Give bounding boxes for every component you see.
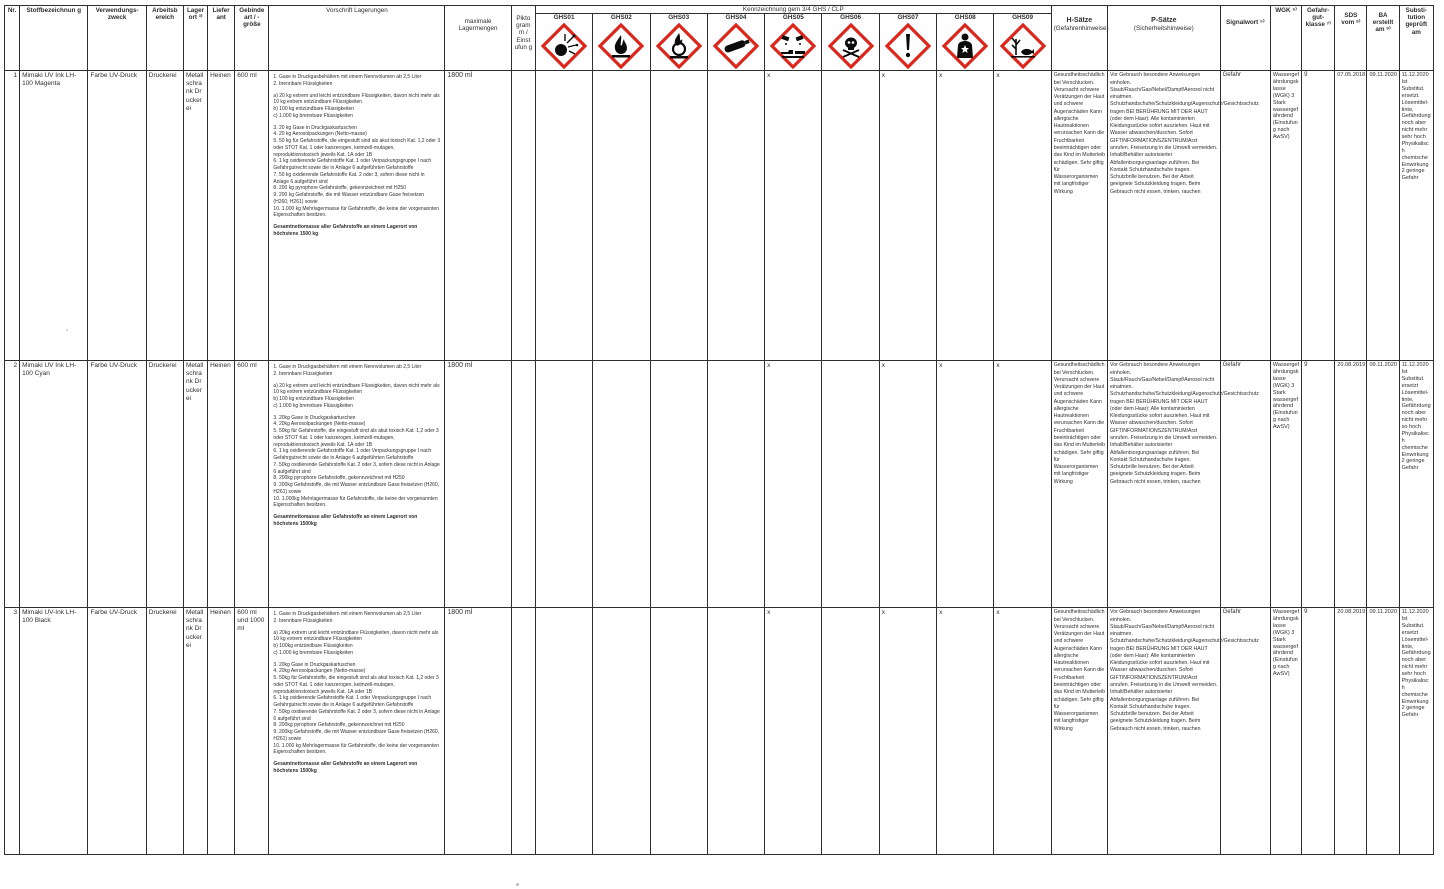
cell-lagerort: Metallschrank Druckerei bbox=[183, 361, 207, 608]
cell-max-lager: 1800 ml bbox=[445, 361, 511, 608]
cell-ghs01 bbox=[535, 71, 592, 361]
vorschrift-line: 6. 1 kg oxidierende Gefahrstoffe Kat. 1 oder Verpackungsgruppe I nach Gefahrgutrecht sowie die in Anlage 6 aufgeführten Gefahrstoffe bbox=[273, 448, 432, 462]
cell-vorschrift bbox=[269, 71, 445, 361]
cell-lieferant: Heinen bbox=[208, 608, 235, 855]
h-saetze-sub: (Gefahrenhinweise) bbox=[1053, 25, 1109, 33]
cell-substitution: 11.12.2020 Ist Substitut. ersetzt Lösemittel-tinte, Gefährdung noch aber nicht mehr so hoch Physikalisch chemische Einwirkung 2 geringe Gefahr bbox=[1399, 361, 1433, 608]
vorschrift-line: 5. 50kg für Gefahrstoffe, die eingestuft sind als akut toxisch Kat. 1,2 oder 3 oder STOT Kat. 1 oder kanzerogen, keimzell-mutagen, reproduktionstoxisch jeweils Kat. 1A oder 1B bbox=[273, 675, 439, 695]
table-row bbox=[5, 608, 1434, 855]
vorschrift-line: Gesamtnettomasse aller Gefahrstoffe an einem Lagerort von höchstens 1500kg bbox=[273, 514, 418, 527]
cell-h-saetze: Gesundheitsschädlich bei Verschlucken. Verursacht schwere Verätzungen der Haut und schwere Augenschäden Kann allergische Hautreaktionen verursachen Kann die Fruchtbarkeit beeinträchtigen oder das Kind im Mutterleib schädigen. Sehr giftig für Wasserorganismen mit langfristiger Wirkung bbox=[1051, 71, 1107, 361]
col-vorschrift: Vorschrift Lagerungen bbox=[269, 6, 445, 71]
vorschrift-line: 10. 1.000 kg Mehrlagermasse für Gefahrstoffe, die keine der vorgenannten Eigenschaften besitzen. bbox=[273, 742, 439, 756]
cell-stoff: Mimaki UV-Ink LH-100 Black bbox=[20, 608, 88, 855]
vorschrift-line: c) 1.000 kg brennbare Flüssigkeiten bbox=[273, 402, 353, 409]
vorschrift-line: 8. 200kg pyrophore Gefahrstoffe, gekennzeichnet mit H250 bbox=[273, 475, 405, 482]
cell-gefahrgut: 9 bbox=[1302, 608, 1335, 855]
cell-substitution: 11.12.2020 Ist Substitut. ersetzt. Lösemittel-tinte, Gefährdung noch aber nicht mehr sehr hoch Physikalisch chemische Einwirkung 2 geringe Gefahr bbox=[1399, 71, 1433, 361]
vorschrift-line: 9. 200kg Gefahrstoffe, die mit Wasser entzündbare Gase freisetzen (H260, H261) sowie bbox=[273, 729, 440, 742]
scan-speck bbox=[66, 329, 68, 331]
cell-ghs05: x bbox=[765, 608, 822, 855]
ghs05-header bbox=[765, 14, 822, 71]
col-lagerort: Lager ort ³⁾ bbox=[183, 6, 207, 71]
vorschrift-line: 2. brennbare Flüssigkeiten bbox=[273, 80, 333, 87]
col-zweck: Verwendungs-zweck bbox=[88, 6, 146, 71]
vorschrift-line: 1. Gase in Druckgasbehältern mit einem Nennvolumen ab 2,5 Liter bbox=[273, 611, 422, 618]
cell-ghs05: x bbox=[765, 71, 822, 361]
col-bereich: Arbeitsb ereich bbox=[146, 6, 183, 71]
cell-ghs03 bbox=[650, 608, 707, 855]
cell-gefahrgut: 9 bbox=[1302, 361, 1335, 608]
cell-zweck: Farbe UV-Druck bbox=[88, 608, 146, 855]
header-row-top bbox=[5, 6, 1434, 14]
col-substitution: Substi-tution geprüft am bbox=[1399, 6, 1433, 71]
register-table bbox=[4, 5, 1434, 855]
environment-hazard-icon bbox=[1000, 23, 1046, 69]
cell-sds: 20.08.2019 bbox=[1335, 361, 1367, 608]
ghs06-header bbox=[822, 14, 879, 71]
vorschrift-line: c) 1.000 kg brennbare Flüssigkeiten bbox=[273, 649, 353, 656]
cell-nr: 1 bbox=[5, 71, 20, 361]
cell-lagerort: Metallschrank Druckerei bbox=[183, 71, 207, 361]
vorschrift-line: b) 100 kg entzündbare Flüssigkeiten bbox=[273, 396, 355, 403]
cell-signalwort: Gefahr bbox=[1220, 71, 1270, 361]
cell-ghs07: x bbox=[879, 71, 936, 361]
col-stoff: Stoffbezeichnun g bbox=[20, 6, 88, 71]
ghs03-header bbox=[650, 14, 707, 71]
vorschrift-line: 1. Gase in Druckgasbehältern mit einem Nennvolumen ab 2,5 Liter bbox=[273, 364, 422, 371]
oxidizing-flame-icon bbox=[656, 23, 702, 69]
vorschrift-line: 5. 50kg für Gefahrstoffe, die eingestuft sind als akut toxisch Kat. 1,2 oder 3 oder STOT Kat. 1 oder kanzerogen, keimzell-mutagen, reproduktionstoxisch jeweils Kat. 1A oder 1B bbox=[273, 428, 439, 448]
vorschrift-line: 1. Gase in Druckgasbehältern mit einem Nennvolumen ab 2,5 Liter bbox=[273, 74, 422, 81]
vorschrift-line: c) 1.000 kg brennbare Flüssigkeiten bbox=[273, 112, 353, 119]
ghs08-header bbox=[937, 14, 994, 71]
cell-ghs01 bbox=[535, 361, 592, 608]
cell-ghs09: x bbox=[994, 71, 1051, 361]
cell-ghs09: x bbox=[994, 361, 1051, 608]
cell-gebinde: 600 ml bbox=[235, 71, 269, 361]
vorschrift-line: 9. 200 kg Gefahrstoffe, die mit Wasser entzündbare Gase freisetzen (H260, H261) sowie bbox=[273, 192, 425, 205]
cell-ghs02 bbox=[593, 71, 650, 361]
vorschrift-line: 3. 20kg Gase in Druckgaskartuschen bbox=[273, 661, 356, 668]
ghs02-header bbox=[593, 14, 650, 71]
cell-ghs07: x bbox=[879, 361, 936, 608]
col-pikto: Pikto gram m / Einst ufun g bbox=[511, 6, 535, 71]
cell-wgk: Wassergefährdungsklasse (WGK) 3 Stark wassergefährdend (Einstufung nach AwSV) bbox=[1270, 71, 1301, 361]
cell-ghs09: x bbox=[994, 608, 1051, 855]
flame-icon bbox=[598, 23, 644, 69]
table-row bbox=[5, 71, 1434, 361]
vorschrift-line: 4. 20kg Aerosolpackungen (Netto-masse) bbox=[273, 421, 366, 428]
vorschrift-line: 6. 1 kg oxidierende Gefahrstoffe Kat. 1 oder Verpackungsgruppe I nach Gefahrgutrecht sowie die in Anlage 6 aufgeführten Gefahrstoffe bbox=[273, 158, 432, 172]
ghs06-label: GHS06 bbox=[840, 14, 862, 22]
cell-ghs08: x bbox=[937, 361, 994, 608]
cell-ghs06 bbox=[822, 608, 879, 855]
cell-sds: 20.08.2019 bbox=[1335, 608, 1367, 855]
cell-max-lager: 1800 ml bbox=[445, 71, 511, 361]
cell-zweck: Farbe UV-Druck bbox=[88, 71, 146, 361]
ghs07-header bbox=[879, 14, 936, 71]
vorschrift-line: 9. 200kg Gefahrstoffe, die mit Wasser entzündbare Gase freisetzen (H260, H261) sowie bbox=[273, 482, 440, 495]
vorschrift-line: 3. 20 kg Gase in Druckgaskartuschen bbox=[273, 124, 357, 131]
vorschrift-line: 3. 20kg Gase in Druckgaskartuschen bbox=[273, 414, 356, 421]
cell-zweck: Farbe UV-Druck bbox=[88, 361, 146, 608]
vorschrift-line: a) 20 kg extrem und leicht entzündbare Flüssigkeiten, davon nicht mehr als 10 kg extrem entzündbare Flüssigkeiten bbox=[273, 92, 440, 106]
cell-substitution: 11.12.2020 Ist Substitut. ersetzt Lösemittel-tinte, Gefährdung noch aber nicht mehr sehr hoch Physikalisch chemische Einwirkung 2 geringe Gefahr bbox=[1399, 608, 1433, 855]
ghs08-label: GHS08 bbox=[954, 14, 976, 22]
vorschrift-line: 8. 200 kg pyrophore Gefahrstoffe, gekennzeichnet mit H250 bbox=[273, 185, 406, 192]
vorschrift-line: 7. 50kg oxidierende Gefahrstoffe Kat. 2 oder 3, sofern diese nicht in Anlage 6 aufgeführt sind bbox=[273, 461, 440, 475]
col-gefahrgut: Gefahr-gut-klasse ⁷⁾ bbox=[1302, 6, 1335, 71]
cell-ba: 09.11.2020 bbox=[1367, 608, 1399, 855]
cell-signalwort: Gefahr bbox=[1220, 361, 1270, 608]
col-nr: Nr. bbox=[5, 6, 20, 71]
col-kennzeichnung: Kennzeichnung gem 3/4 GHS / CLP bbox=[535, 6, 1051, 14]
cell-p-saetze: Vor Gebrauch besondere Anweisungen einholen. Staub/Rauch/Gas/Nebel/Dampf/Aerosol nicht einatmen. Schutzhandschuhe/Schutzkleidung/Augenschutz/Gesichtsschutz tragen BEI BERÜHRUNG MIT DER HAUT (oder dem Haar): Alle kontaminierten Kleidungsstücke sofort ausziehen. Haut mit Wasser abwaschen/duschen. Sofort GIFTINFORMATIONSZENTRUM/Arzt anrufen. Freisetzung in die Umwelt vermeiden. Inhalt/Behälter autorisierter Abfallentsorgungsanlage zuführen. Bei Kontakt Schutzhandschuhe tragen. Schutzbrille benutzen. Bei der Arbeit geeignete Schutzkleidung tragen. Beim Gebrauch nicht essen, trinken, rauchen bbox=[1108, 71, 1221, 361]
vorschrift-line: 7. 50 kg oxidierende Gefahrstoffe Kat. 2 oder 3, sofern diese nicht in Anlage 6 aufgeführt sind bbox=[273, 171, 425, 185]
vorschrift-line: a) 20kg extrem und leicht entzündbare Flüssigkeiten, davon nicht mehr als 10 kg extrem entzündbare Flüssigkeiten bbox=[273, 629, 439, 643]
ghs05-label: GHS05 bbox=[782, 14, 804, 22]
ghs07-label: GHS07 bbox=[897, 14, 919, 22]
ghs04-header bbox=[707, 14, 764, 71]
vorschrift-line: 2. brennbare Flüssigkeiten bbox=[273, 370, 333, 377]
cell-gefahrgut: 9 bbox=[1302, 71, 1335, 361]
vorschrift-line: 10. 1.000kg Mehrlagermasse für Gefahrstoffe, die keine der vorgenannten Eigenschaften besitzen. bbox=[273, 495, 438, 509]
vorschrift-line: 4. 20 kg Aerosolpackungen (Netto-masse) bbox=[273, 131, 367, 138]
ghs03-label: GHS03 bbox=[668, 14, 690, 22]
cell-gebinde: 600 ml und 1000 ml bbox=[235, 608, 269, 855]
col-lieferant: Liefer ant bbox=[208, 6, 235, 71]
cell-ghs03 bbox=[650, 361, 707, 608]
cell-ghs08: x bbox=[937, 71, 994, 361]
cell-lieferant: Heinen bbox=[208, 71, 235, 361]
col-max-lager: maximale Lagermengen bbox=[445, 6, 511, 71]
ghs04-label: GHS04 bbox=[725, 14, 747, 22]
cell-ghs02 bbox=[593, 361, 650, 608]
vorschrift-line: 8. 200kg pyrophore Gefahrstoffe, gekennzeichnet mit H250 bbox=[273, 722, 405, 729]
cell-ghs04 bbox=[707, 71, 764, 361]
cell-lagerort: Metallschrank Druckerei bbox=[183, 608, 207, 855]
cell-ghs06 bbox=[822, 361, 879, 608]
cell-ghs07: x bbox=[879, 608, 936, 855]
cell-gebinde: 600 ml bbox=[235, 361, 269, 608]
col-ba: BA erstellt am ⁹⁾ bbox=[1367, 6, 1399, 71]
exclamation-mark-icon bbox=[885, 23, 931, 69]
cell-lieferant: Heinen bbox=[208, 361, 235, 608]
cell-h-saetze: Gesundheitsschädlich bei Verschlucken. Verursacht schwere Verätzungen der Haut und schwere Augenschäden Kann allergische Hautreaktionen verursachen Kann die Fruchtbarkeit beeinträchtigen oder das Kind im Mutterleib schädigen. Sehr giftig für Wasserorganismen mit langfristiger Wirkung bbox=[1051, 361, 1107, 608]
h-saetze-label: H-Sätze bbox=[1066, 17, 1093, 24]
health-hazard-icon bbox=[942, 23, 988, 69]
cell-ghs02 bbox=[593, 608, 650, 855]
cell-stoff: Mimaki UV Ink LH-100 Magenta bbox=[20, 71, 88, 361]
cell-wgk: Wassergefährdungsklasse (WGK) 3 Stark wassergefährdend (Einstufung nach AwSV) bbox=[1270, 361, 1301, 608]
cell-ghs03 bbox=[650, 71, 707, 361]
table-row bbox=[5, 361, 1434, 608]
cell-vorschrift bbox=[269, 361, 445, 608]
cell-nr: 3 bbox=[5, 608, 20, 855]
skull-crossbones-icon bbox=[828, 23, 874, 69]
vorschrift-line: 6. 1 kg oxidierende Gefahrstoffe Kat. 1 oder Verpackungsgruppe I nach Gefahrgutrecht sowie die in Anlage 6 aufgeführten Gefahrstoffe bbox=[273, 695, 432, 709]
ghs02-label: GHS02 bbox=[610, 14, 632, 22]
col-gebinde: Gebinde art / -größe bbox=[235, 6, 269, 71]
vorschrift-line: 7. 50kg oxidierende Gefahrstoffe Kat. 2 oder 3, sofern diese nicht in Anlage 6 aufgeführt sind bbox=[273, 708, 440, 722]
cell-bereich: Druckerei bbox=[146, 71, 183, 361]
cell-nr: 2 bbox=[5, 361, 20, 608]
ghs01-header bbox=[535, 14, 592, 71]
p-saetze-label: P-Sätze bbox=[1151, 17, 1177, 24]
cell-pikto bbox=[511, 361, 535, 608]
col-h-saetze bbox=[1051, 6, 1107, 71]
cell-p-saetze: Vor Gebrauch besondere Anweisungen einholen. Staub/Rauch/Gas/Nebel/Dampf/Aerosol nicht einatmen. Schutzhandschuhe/Schutzkleidung/Augenschutz/Gesichtsschutz tragen BEI BERÜHRUNG MIT DER HAUT (oder dem Haar): Alle kontaminierten Kleidungsstücke sofort ausziehen. Haut mit Wasser abwaschen/duschen. Sofort GIFTINFORMATIONSZENTRUM/Arzt anrufen. Freisetzung in die Umwelt vermeiden. Inhalt/Behälter autorisierter Abfallentsorgungsanlage zuführen. Bei Kontakt Schutzhandschuhe tragen. Schutzbrille benutzen. Bei der Arbeit geeignete Schutzkleidung tragen. Beim Gebrauch nicht essen, trinken, rauchen bbox=[1108, 361, 1221, 608]
corrosion-icon bbox=[770, 23, 816, 69]
cell-ghs08: x bbox=[937, 608, 994, 855]
vorschrift-line: 4. 20kg Aerosolpackungen (Netto-masse) bbox=[273, 668, 366, 675]
vorschrift-line: b) 100kg entzündbare Flüssigkeiten bbox=[273, 643, 353, 650]
cell-sds: 07.05.2018 bbox=[1335, 71, 1367, 361]
cell-h-saetze: Gesundheitsschädlich bei Verschlucken. Verursacht schwere Verätzungen der Haut und schwere Augenschäden Kann allergische Hautreaktionen verursachen Kann die Fruchtbarkeit beeinträchtigen oder das Kind im Mutterleib schädigen. Sehr giftig für Wasserorganismen mit langfristiger Wirkung bbox=[1051, 608, 1107, 855]
cell-ghs06 bbox=[822, 71, 879, 361]
vorschrift-line: Gesamtnettomasse aller Gefahrstoffe an einem Lagerort von höchstens 1500kg bbox=[273, 761, 418, 774]
cell-bereich: Druckerei bbox=[146, 608, 183, 855]
cell-pikto bbox=[511, 71, 535, 361]
cell-ghs04 bbox=[707, 608, 764, 855]
scan-speck bbox=[516, 883, 519, 886]
cell-wgk: Wassergefährdungsklasse (WGK) 3 Stark wassergefährdend (Einstufung nach AwSV) bbox=[1270, 608, 1301, 855]
cell-max-lager: 1800 ml bbox=[445, 608, 511, 855]
gas-cylinder-icon bbox=[713, 23, 759, 69]
col-p-saetze bbox=[1108, 6, 1221, 71]
vorschrift-line: 2. brennbare Flüssigkeiten bbox=[273, 617, 333, 624]
col-signalwort: Signalwort ⁵⁾ bbox=[1220, 6, 1270, 71]
cell-ba: 09.11.2020 bbox=[1367, 71, 1399, 361]
cell-bereich: Druckerei bbox=[146, 361, 183, 608]
ghs09-header bbox=[994, 14, 1051, 71]
cell-ghs04 bbox=[707, 361, 764, 608]
cell-p-saetze: Vor Gebrauch besondere Anweisungen einholen. Staub/Rauch/Gas/Nebel/Dampf/Aerosol nicht einatmen. Schutzhandschuhe/Schutzkleidung/Augenschutz/Gesichtsschutz tragen BEI BERÜHRUNG MIT DER HAUT (oder dem Haar): Alle kontaminierten Kleidungsstücke sofort ausziehen. Haut mit Wasser abwaschen/duschen. Sofort GIFTINFORMATIONSZENTRUM/Arzt anrufen. Freisetzung in die Umwelt vermeiden. Inhalt/Behälter autorisierter Abfallentsorgungsanlage zuführen. Bei Kontakt Schutzhandschuhe tragen. Schutzbrille benutzen. Bei der Arbeit geeignete Schutzkleidung tragen. Beim Gebrauch nicht essen, trinken, rauchen bbox=[1108, 608, 1221, 855]
ghs01-label: GHS01 bbox=[553, 14, 575, 22]
col-wgk: WGK ⁶⁾ bbox=[1270, 6, 1301, 71]
cell-vorschrift bbox=[269, 608, 445, 855]
cell-stoff: Mimaki UV Ink LH-100 Cyan bbox=[20, 361, 88, 608]
vorschrift-line: Gesamtnettomasse aller Gefahrstoffe an einem Lagerort von höchstens 1500 kg bbox=[273, 224, 418, 237]
cell-ghs01 bbox=[535, 608, 592, 855]
cell-ghs05: x bbox=[765, 361, 822, 608]
explosive-icon bbox=[541, 23, 587, 69]
vorschrift-line: b) 100 kg entzündbare Flüssigkeiten bbox=[273, 106, 355, 113]
p-saetze-sub: (Sicherheitshinweise) bbox=[1133, 25, 1194, 33]
cell-pikto bbox=[511, 608, 535, 855]
cell-signalwort: Gefahr bbox=[1220, 608, 1270, 855]
ghs09-label: GHS09 bbox=[1012, 14, 1034, 22]
col-sds: SDS vom ⁸⁾ bbox=[1335, 6, 1367, 71]
vorschrift-line: a) 20 kg extrem und leicht entzündbare Flüssigkeiten, davon nicht mehr als 10 kg extrem entzündbare Flüssigkeiten bbox=[273, 382, 440, 396]
cell-ba: 09.11.2020 bbox=[1367, 361, 1399, 608]
vorschrift-line: 10. 1.000 kg Mehrlagermasse für Gefahrstoffe, die keine der vorgenannten Eigenschaften besitzen. bbox=[273, 205, 439, 219]
vorschrift-line: 5. 50 kg für Gefahrstoffe, die eingestuft sind als akut toxisch Kat. 1,2 oder 3 oder STOT Kat. 1 oder kanzerogen, keimzell-mutagen, reproduktionstoxisch jeweils Kat. 1A oder 1B bbox=[273, 138, 441, 158]
